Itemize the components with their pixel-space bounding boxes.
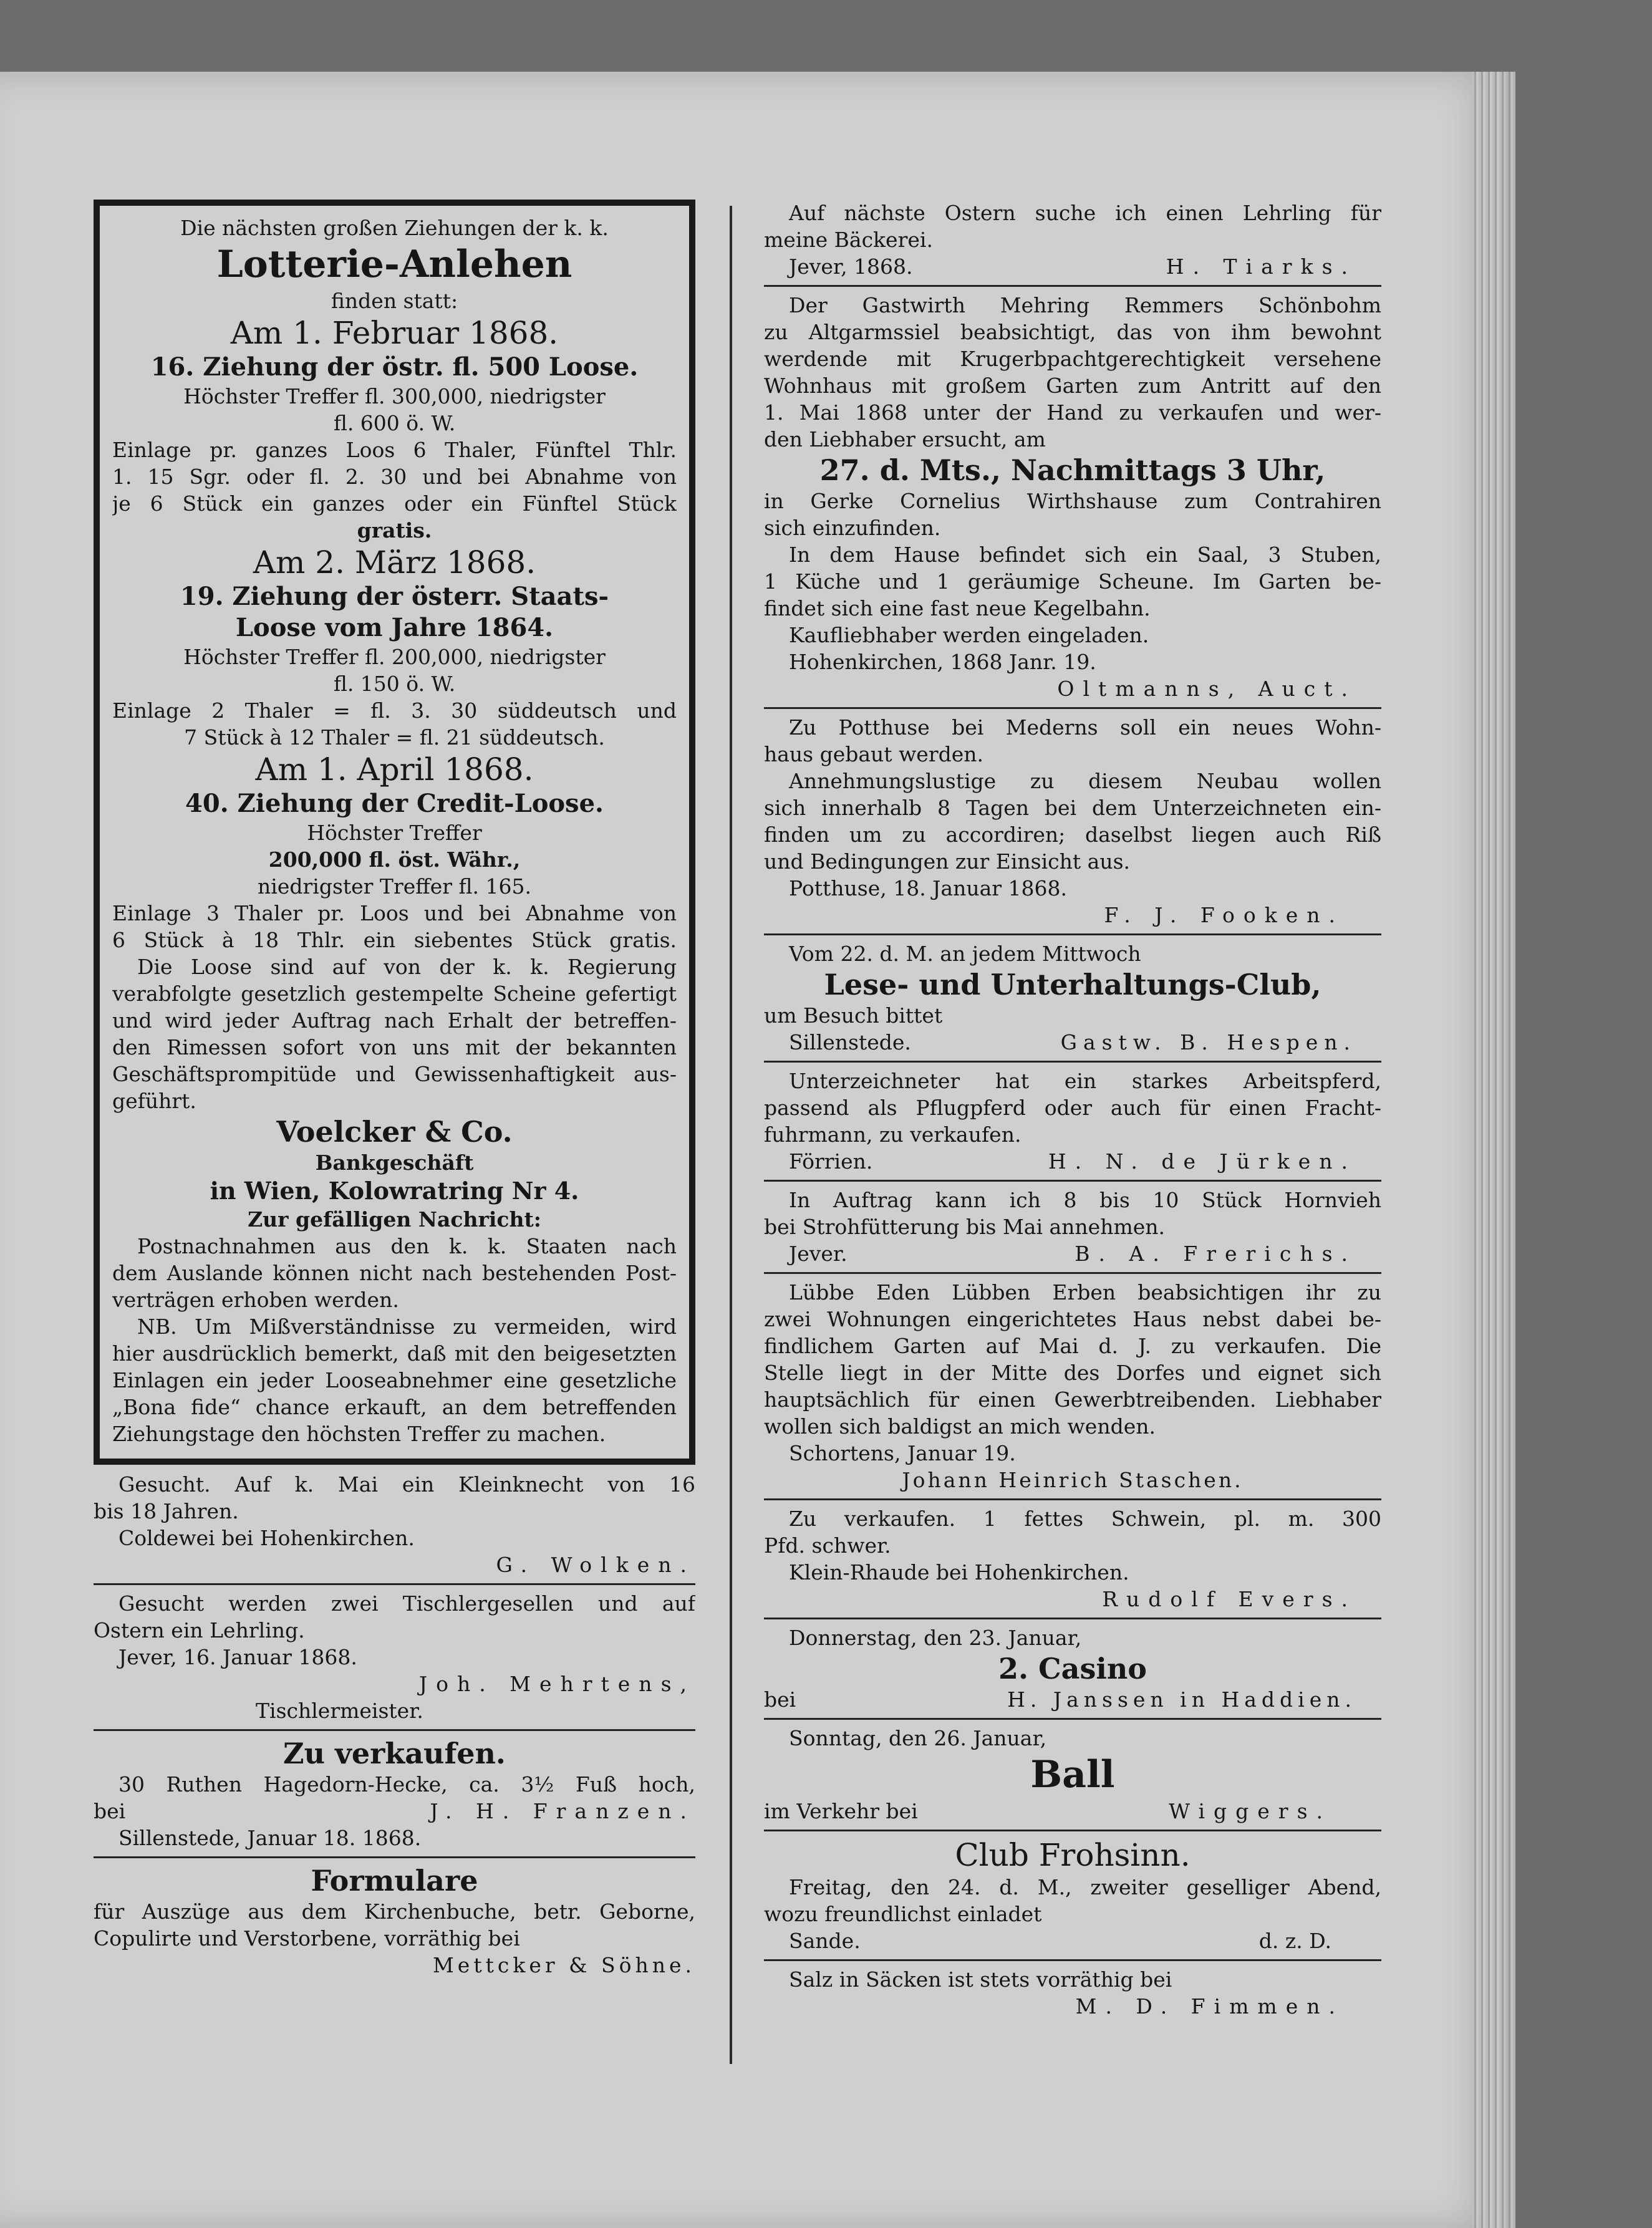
advert-separator <box>764 285 1381 287</box>
advert-text: sich innerhalb 8 Tagen bei dem Unterzeichneten ein- <box>764 796 1381 820</box>
advert-text: Zu Potthuse bei Mederns soll ein neues Wohn- <box>789 715 1381 740</box>
advert-arbeitspferd <box>764 1068 1381 1175</box>
draw-1-text: Einlage pr. ganzes Loos 6 Thaler, Fünftel Thlr. <box>112 438 677 462</box>
draw-1-text: gratis. <box>357 518 432 543</box>
advert-signature: d. z. D. <box>1258 1929 1331 1953</box>
advert-heading: Club Frohsinn. <box>955 1837 1191 1873</box>
advert-text: Unterzeichneter hat ein starkes Arbeitspferd, <box>789 1069 1381 1093</box>
advert-text: Kaufliebhaber werden eingeladen. <box>789 623 1149 647</box>
advert-text: Hohenkirchen, 1868 Janr. 19. <box>789 650 1096 674</box>
advert-signature: M. D. Fimmen. <box>1075 1994 1344 2018</box>
draw-1-text: Höchster Treffer fl. 300,000, niedrigster <box>183 384 606 408</box>
advert-formulare <box>94 1863 695 1979</box>
advert-text: wollen sich baldigst an mich wenden. <box>764 1414 1156 1439</box>
right-column <box>764 200 1381 2020</box>
advert-text: um Besuch bittet <box>764 1003 943 1028</box>
advert-text: hauptsächlich für einen Gewerbtreibenden. Liebhaber <box>764 1387 1381 1412</box>
draw-3-heading: 40. Ziehung der Credit-Loose. <box>185 789 604 818</box>
draw-2-heading: 19. Ziehung der österr. Staats- <box>180 582 609 611</box>
lottery-paragraph: geführt. <box>112 1089 196 1113</box>
advert-separator <box>94 1583 695 1585</box>
advert-signature: Wiggers. <box>1169 1799 1331 1823</box>
advert-heading: Lese- und Unterhaltungs-Club, <box>824 968 1321 1001</box>
advert-text: Wohnhaus mit großem Garten zum Antritt auf den <box>764 374 1381 398</box>
advert-text: haus gebaut werden. <box>764 742 984 766</box>
notice-text: Einlagen ein jeder Looseabnehmer eine gesetzliche <box>112 1368 677 1392</box>
advert-text: sich einzufinden. <box>764 516 941 540</box>
draw-2-text: Einlage 2 Thaler = fl. 3. 30 süddeutsch und <box>112 698 677 723</box>
advert-schwein <box>764 1505 1381 1613</box>
advert-text: Schortens, Januar 19. <box>789 1441 1016 1465</box>
left-column <box>94 200 695 1979</box>
lottery-advertisement <box>94 200 695 1465</box>
draw-1-text: je 6 Stück ein ganzes oder ein Fünftel Stück <box>112 491 677 516</box>
advert-signature: G. Wolken. <box>496 1553 695 1577</box>
draw-2-text: fl. 150 ö. W. <box>333 672 456 696</box>
advert-text: und Bedingungen zur Einsicht aus. <box>764 849 1130 874</box>
advert-text: bis 18 Jahren. <box>94 1499 239 1523</box>
advert-separator <box>764 1498 1381 1500</box>
draw-1-text: fl. 600 ö. W. <box>333 411 456 435</box>
advert-text: Sande. <box>789 1929 861 1953</box>
lottery-paragraph: verabfolgte gesetzlich gestempelte Scheine gefertigt <box>112 981 677 1006</box>
advert-text: 1 Küche und 1 geräumige Scheune. Im Garten be- <box>764 569 1381 594</box>
draw-2-text: 7 Stück à 12 Thaler = fl. 21 süddeutsch. <box>184 725 605 750</box>
lottery-title: Lotterie-Anlehen <box>216 243 572 286</box>
advert-text: Vom 22. d. M. an jedem Mittwoch <box>789 942 1141 966</box>
lottery-paragraph: den Rimessen sofort von uns mit der bekannten <box>112 1035 677 1059</box>
advert-heading: Zu verkaufen. <box>283 1737 506 1770</box>
draw-3-text: Höchster Treffer <box>307 821 482 845</box>
lottery-subtitle: finden statt: <box>331 289 458 313</box>
advert-text-row <box>764 1148 1381 1175</box>
advert-text: zu Altgarmssiel beabsichtigt, das von ihm bewohnt <box>764 320 1381 344</box>
advert-text: Sillenstede, Januar 18. 1868. <box>118 1826 422 1850</box>
advert-heading: 27. d. Mts., Nachmittags 3 Uhr, <box>819 453 1326 487</box>
advert-text-row <box>764 1686 1381 1713</box>
advert-separator <box>764 1180 1381 1182</box>
advert-text: Copulirte und Verstorbene, vorräthig bei <box>94 1926 520 1951</box>
advert-text: findet sich eine fast neue Kegelbahn. <box>764 596 1151 620</box>
advert-text: Der Gastwirth Mehring Remmers Schönbohm <box>789 293 1381 317</box>
advert-text-row <box>764 1798 1381 1825</box>
advert-text: im Verkehr bei <box>764 1799 918 1823</box>
advert-separator <box>764 1272 1381 1274</box>
advert-heading: 2. Casino <box>998 1652 1147 1685</box>
advert-neubau-potthuse <box>764 714 1381 928</box>
advert-text: finden um zu accordiren; daselbst liegen auch Riß <box>764 822 1381 847</box>
draw-3-text: Einlage 3 Thaler pr. Loos und bei Abnahme von <box>112 901 677 925</box>
advert-zu-verkaufen-hecke <box>94 1736 695 1851</box>
advert-separator <box>764 1830 1381 1831</box>
advert-wohnhaus-verkauf <box>764 292 1381 702</box>
advert-text: werdende mit Krugerbpachtgerechtigkeit versehene <box>764 347 1381 371</box>
firm-address: in Wien, Kolowratring Nr 4. <box>210 1177 579 1205</box>
notice-text: Ziehungstage den höchsten Treffer zu machen. <box>112 1422 606 1446</box>
draw-1-heading: 16. Ziehung der östr. fl. 500 Loose. <box>150 352 639 382</box>
advert-text: wozu freundlichst einladet <box>764 1902 1042 1926</box>
page-fore-edge <box>1472 72 1515 2228</box>
draw-date-3: Am 1. April 1868. <box>255 751 534 788</box>
advert-text: 30 Ruthen Hagedorn-Hecke, ca. 3½ Fuß hoch, <box>118 1772 695 1796</box>
advert-text: Jever, 16. Januar 1868. <box>118 1645 357 1669</box>
advert-club-frohsinn <box>764 1836 1381 1954</box>
advert-signature: Oltmanns, Auct. <box>1057 677 1356 701</box>
advert-separator <box>764 1061 1381 1063</box>
advert-text: Stelle liegt in der Mitte des Dorfes und eignet sich <box>764 1361 1381 1385</box>
advert-separator <box>94 1856 695 1858</box>
advert-separator <box>94 1729 695 1731</box>
lottery-paragraph: Geschäftsprompitüde und Gewissenhaftigkeit aus- <box>112 1062 677 1086</box>
notice-text: dem Auslande können nicht nach bestehenden Post- <box>112 1261 677 1285</box>
advert-text: In dem Hause befindet sich ein Saal, 3 Stuben, <box>789 543 1381 567</box>
advert-signature: B. A. Frerichs. <box>1075 1242 1356 1266</box>
advert-text: Potthuse, 18. Januar 1868. <box>789 876 1067 900</box>
advert-separator <box>764 1618 1381 1619</box>
advert-text: zwei Wohnungen eingerichtetes Haus nebst dabei be- <box>764 1307 1381 1331</box>
advert-text: Lübbe Eden Lübben Erben beabsichtigen ihr zu <box>789 1280 1381 1304</box>
advert-separator <box>764 933 1381 935</box>
advert-separator <box>764 707 1381 709</box>
advert-text: Annehmungslustige zu diesem Neubau wollen <box>789 769 1381 793</box>
advert-text: Pfd. schwer. <box>764 1533 891 1558</box>
notice-text: „Bona fide“ chance erkauft, an dem betreffenden <box>112 1395 677 1419</box>
lottery-intro: Die nächsten großen Ziehungen der k. k. <box>180 216 609 240</box>
advert-text-row <box>764 1927 1381 1954</box>
advert-signature: H. Janssen in Haddien. <box>1007 1687 1356 1712</box>
advert-signature: H. N. de Jürken. <box>1048 1149 1356 1174</box>
notice-text: NB. Um Mißverständnisse zu vermeiden, wird <box>137 1314 677 1339</box>
draw-3-text: 200,000 fl. öst. Währ., <box>268 847 521 872</box>
advert-text: fuhrmann, zu verkaufen. <box>764 1122 1022 1147</box>
advert-text: Zu verkaufen. 1 fettes Schwein, pl. m. 300 <box>789 1507 1381 1531</box>
advert-gesucht-kleinknecht <box>94 1471 695 1578</box>
advert-heading: Ball <box>1030 1753 1115 1796</box>
advert-text: Freitag, den 24. d. M., zweiter geselliger Abend, <box>789 1875 1381 1899</box>
advert-signature: Johann Heinrich Staschen. <box>902 1468 1244 1492</box>
draw-date-1: Am 1. Februar 1868. <box>230 315 559 351</box>
advert-text: passend als Pflugpferd oder auch für einen Fracht- <box>764 1096 1381 1120</box>
advert-heading: Formulare <box>311 1864 478 1898</box>
notice-text: verträgen erhoben werden. <box>112 1288 399 1312</box>
advert-text: Sonntag, den 26. Januar, <box>789 1726 1047 1750</box>
draw-1-text: 1. 15 Sgr. oder fl. 2. 30 und bei Abnahme von <box>112 465 677 489</box>
advert-signature: Tischlermeister. <box>256 1699 423 1723</box>
advert-text: Jever, 1868. <box>789 254 913 279</box>
draw-date-2: Am 2. März 1868. <box>253 544 536 581</box>
advert-haus-schortens <box>764 1279 1381 1493</box>
advert-ball <box>764 1725 1381 1825</box>
advert-text: bei Strohfütterung bis Mai annehmen. <box>764 1215 1166 1239</box>
draw-3-text: 6 Stück à 18 Thlr. ein siebentes Stück gratis. <box>112 928 677 952</box>
advert-text: Donnerstag, den 23. Januar, <box>789 1626 1082 1650</box>
advert-text: Gesucht werden zwei Tischlergesellen und auf <box>118 1591 695 1616</box>
advert-lese-club <box>764 940 1381 1056</box>
advert-text: Ostern ein Lehrling. <box>94 1618 305 1642</box>
advert-casino <box>764 1624 1381 1713</box>
draw-2-heading: Loose vom Jahre 1864. <box>235 613 554 642</box>
advert-gesucht-tischler <box>94 1590 695 1724</box>
draw-2-text: Höchster Treffer fl. 200,000, niedrigster <box>183 645 606 669</box>
advert-text: findlichem Garten auf Mai d. J. zu verkaufen. Die <box>764 1334 1381 1358</box>
advert-lehrling-baeckerei <box>764 200 1381 280</box>
lottery-paragraph: und wird jeder Auftrag nach Erhalt der betreffen- <box>112 1008 677 1033</box>
advert-signature: Gastw. B. Hespen. <box>1060 1030 1356 1054</box>
advert-text: In Auftrag kann ich 8 bis 10 Stück Hornvieh <box>789 1188 1381 1212</box>
advert-signature: J. H. Franzen. <box>430 1799 695 1823</box>
firm-info: Bankgeschäft <box>315 1150 474 1175</box>
advert-signature: F. J. Fooken. <box>1104 903 1344 927</box>
advert-text: bei <box>94 1799 126 1823</box>
advert-text: Jever. <box>789 1242 848 1266</box>
advert-text: in Gerke Cornelius Wirthshause zum Contrahiren <box>764 489 1381 513</box>
advert-signature: Mettcker & Söhne. <box>433 1953 695 1977</box>
advert-text: Förrien. <box>789 1149 873 1174</box>
advert-salz <box>764 1966 1381 2020</box>
advert-separator <box>764 1718 1381 1720</box>
advert-text: Klein-Rhaude bei Hohenkirchen. <box>789 1560 1129 1584</box>
advert-text-row <box>764 1240 1381 1267</box>
advert-separator <box>764 1959 1381 1961</box>
advert-signature: H. Tiarks. <box>1166 254 1356 279</box>
firm-name: Voelcker & Co. <box>276 1115 513 1149</box>
advert-text: Sillenstede. <box>789 1030 911 1054</box>
firm-notice-heading: Zur gefälligen Nachricht: <box>248 1207 541 1232</box>
advert-text-row <box>764 1029 1381 1056</box>
advert-text: 1. Mai 1868 unter der Hand zu verkaufen und wer- <box>764 400 1381 425</box>
advert-text: meine Bäckerei. <box>764 228 933 252</box>
advert-text: den Liebhaber ersucht, am <box>764 427 1046 451</box>
advert-text: für Auszüge aus dem Kirchenbuche, betr. Geborne, <box>94 1899 695 1924</box>
notice-text: hier ausdrücklich bemerkt, daß mit den beigesetzten <box>112 1341 677 1366</box>
advert-signature: Joh. Mehrtens, <box>418 1672 695 1696</box>
advert-text: Salz in Säcken ist stets vorräthig bei <box>789 1967 1172 1992</box>
lottery-paragraph: Die Loose sind auf von der k. k. Regierung <box>137 955 677 979</box>
advert-text: bei <box>764 1687 796 1712</box>
advert-text: Gesucht. Auf k. Mai ein Kleinknecht von 16 <box>118 1472 695 1497</box>
advert-text: Coldewei bei Hohenkirchen. <box>118 1526 415 1550</box>
advert-text-row <box>764 253 1381 280</box>
advert-hornvieh <box>764 1187 1381 1267</box>
draw-3-text: niedrigster Treffer fl. 165. <box>258 874 531 899</box>
advert-text: Auf nächste Ostern suche ich einen Lehrling für <box>789 201 1381 225</box>
advert-text-row <box>94 1798 695 1825</box>
column-divider <box>730 206 732 2064</box>
notice-text: Postnachnahmen aus den k. k. Staaten nach <box>137 1234 677 1258</box>
advert-signature: Rudolf Evers. <box>1102 1587 1356 1611</box>
